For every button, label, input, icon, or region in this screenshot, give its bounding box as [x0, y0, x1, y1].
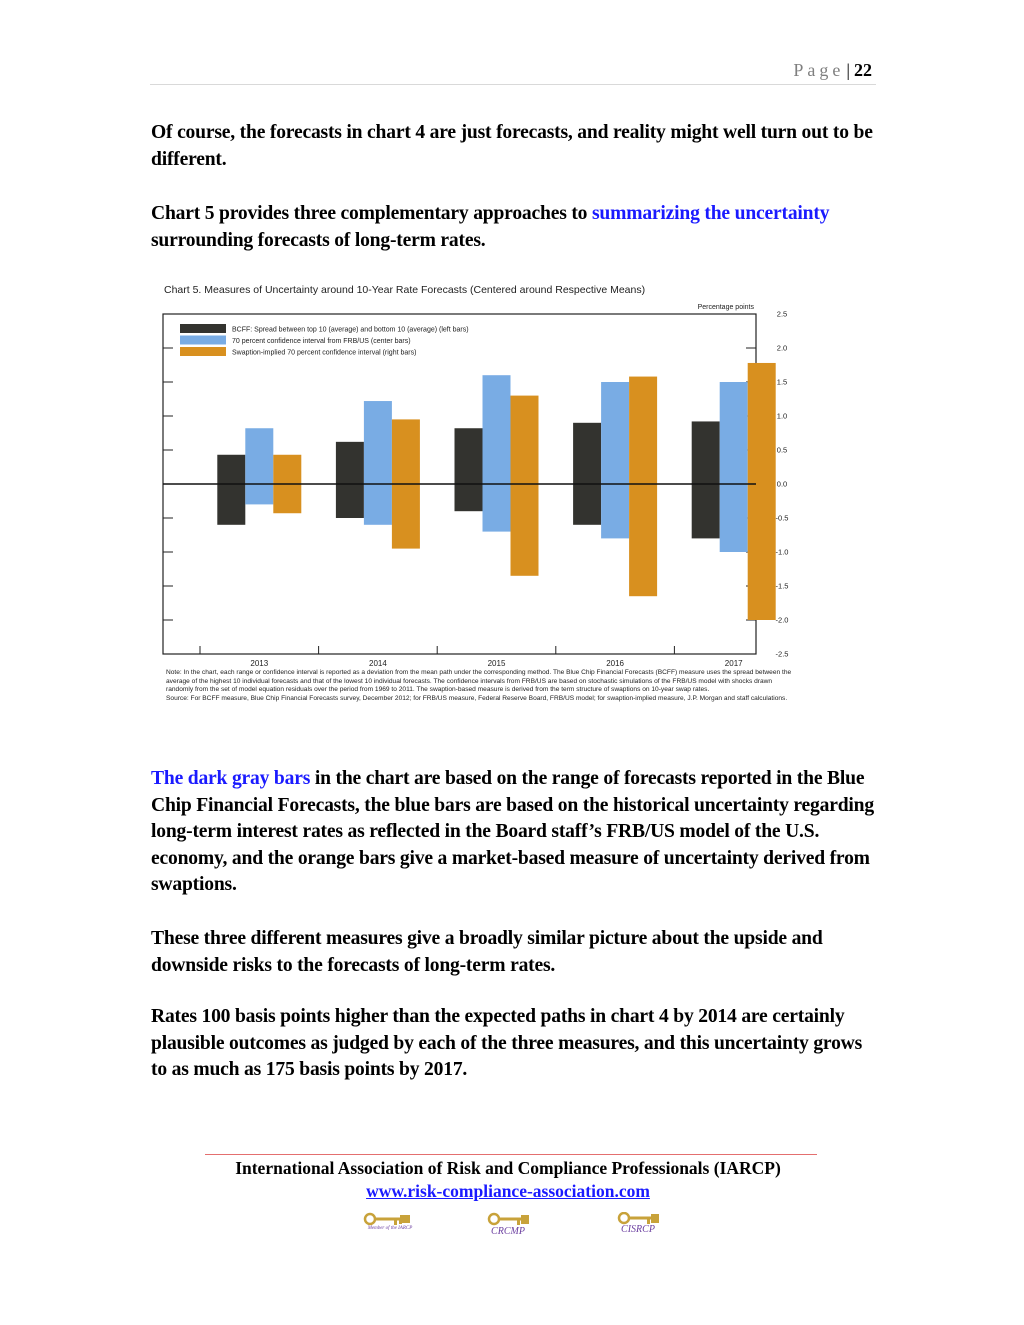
- page-number: 22: [854, 60, 872, 80]
- x-tick-label: 2015: [487, 659, 506, 668]
- dark-gray-bars-link[interactable]: The dark gray bars: [151, 768, 311, 789]
- paragraph-chart5-intro: [151, 201, 881, 254]
- logo-caption: Member of the IARCP: [367, 1226, 413, 1231]
- paragraph-measures-similar: [151, 926, 881, 979]
- paragraph-forecasts: [151, 120, 881, 173]
- y-tick-label: 1.0: [776, 411, 788, 421]
- page-separator: |: [846, 60, 850, 80]
- x-tick-label: 2017: [724, 659, 743, 668]
- paragraph-bars-explanation: [151, 766, 881, 899]
- chart-notes: [166, 669, 798, 703]
- y-tick-label: -0.5: [775, 513, 789, 523]
- x-tick-label: 2014: [369, 659, 387, 668]
- legend-label: Swaption-implied 70 percent confidence interval (right bars): [232, 349, 417, 357]
- legend-label: 70 percent confidence interval from FRB/US (center bars): [232, 338, 411, 345]
- footer-website-link[interactable]: www.risk-compliance-association.com: [366, 1181, 650, 1201]
- footer-rule: [205, 1154, 817, 1155]
- cisrcp-logo: [606, 1212, 670, 1238]
- y-axis-label: Percentage points: [697, 304, 754, 311]
- page-word: Page: [793, 60, 845, 80]
- summarizing-uncertainty-link[interactable]: summarizing the uncertainty: [591, 203, 830, 224]
- x-tick-label: 2016: [606, 659, 624, 668]
- bar-bcff: [692, 421, 720, 538]
- y-tick-label: -2.5: [775, 649, 789, 659]
- y-tick-label: 2.5: [776, 309, 788, 319]
- bar-frbus: [720, 382, 748, 552]
- legend-swatch: [180, 336, 226, 345]
- y-tick-label: 1.5: [776, 377, 788, 387]
- bar-frbus: [601, 382, 629, 538]
- bar-bcff: [336, 442, 364, 518]
- legend-swatch: [180, 324, 226, 333]
- bar-frbus: [483, 375, 511, 531]
- y-tick-label: -1.5: [775, 581, 789, 591]
- y-tick-label: 2.0: [776, 343, 788, 353]
- chart-source: Source: For BCFF measure, Blue Chip Financial Forecasts survey, December 2012; for FRB/US measure, Federal Reserve Board, FRB/US model; for swaption-implied measure, J.P. Morgan and staff calculations.: [166, 694, 788, 702]
- bar-swaption: [629, 377, 657, 597]
- footer-organization: International Association of Risk and Compliance Professionals (IARCP): [235, 1158, 781, 1178]
- chart-figure: [158, 280, 798, 735]
- x-tick-label: 2013: [250, 659, 269, 668]
- paragraph-text: Rates 100 basis points higher than the expected paths in chart 4 by 2014 are certainly plausible outcomes as judged by each of the three measures, and this uncertainty grows to as much as 175 basis points by 2017.: [151, 1006, 863, 1080]
- paragraph-text: Of course, the forecasts in chart 4 are just forecasts, and reality might well turn out to be different.: [151, 122, 873, 170]
- paragraph-text: in the chart are based on the range of forecasts reported in the Blue Chip Financial Forecasts, the blue bars are based on the historical uncertainty regarding long-term interest rates as reflected in the Board staff’s FRB/US model of the U.S. economy, and the orange bars give a market-based measure of uncertainty derived from swaptions.: [151, 768, 874, 895]
- y-tick-label: -2.0: [775, 615, 789, 625]
- logo-caption: CRCMP: [491, 1226, 525, 1237]
- paragraph-text: surrounding forecasts of long-term rates.: [151, 229, 486, 251]
- chart-note: Note: In the chart, each range or confidence interval is reported as a deviation from the mean path under the corresponding method. The Blue Chip Financial Forecasts (BCFF) measure uses the spread between the average of the highest 10 individual forecasts and that of the lowest 10 individual forecasts. The confidence intervals from FRB/US are based on stochastic simulations of the FRB/US model with shocks drawn randomly from the set of model equation residuals over the period from 1969 to 2011. The swaption-based measure is derived from the term structure of swaptions on 10-year swap rates.: [166, 669, 792, 694]
- bar-swaption: [748, 363, 776, 620]
- logo-caption: CISRCP: [621, 1224, 655, 1235]
- bar-swaption: [511, 396, 539, 576]
- y-tick-label: 0.0: [776, 479, 788, 489]
- paragraph-text: These three different measures give a broadly similar picture about the upside and downside risks to the forecasts of long-term rates.: [151, 928, 823, 976]
- bar-frbus: [364, 401, 392, 525]
- legend-swatch: [180, 347, 226, 356]
- bar-frbus: [245, 428, 273, 504]
- bar-bcff: [455, 428, 483, 511]
- y-tick-label: -1.0: [775, 547, 789, 557]
- crcmp-logo: [476, 1212, 540, 1238]
- page-header: [150, 58, 876, 85]
- bar-bcff: [573, 423, 601, 525]
- page-number-label: [793, 60, 872, 81]
- bar-bcff: [217, 455, 245, 525]
- y-tick-label: 0.5: [776, 445, 788, 455]
- chart-title: Chart 5. Measures of Uncertainty around 10-Year Rate Forecasts (Centered around Respective Means): [164, 284, 646, 296]
- chart-svg: [158, 280, 798, 668]
- paragraph-rates-plausible: [151, 1004, 881, 1084]
- member-logo: [358, 1212, 422, 1238]
- legend-label: BCFF: Spread between top 10 (average) and bottom 10 (average) (left bars): [232, 326, 469, 334]
- paragraph-text: Chart 5 provides three complementary approaches to: [151, 203, 592, 224]
